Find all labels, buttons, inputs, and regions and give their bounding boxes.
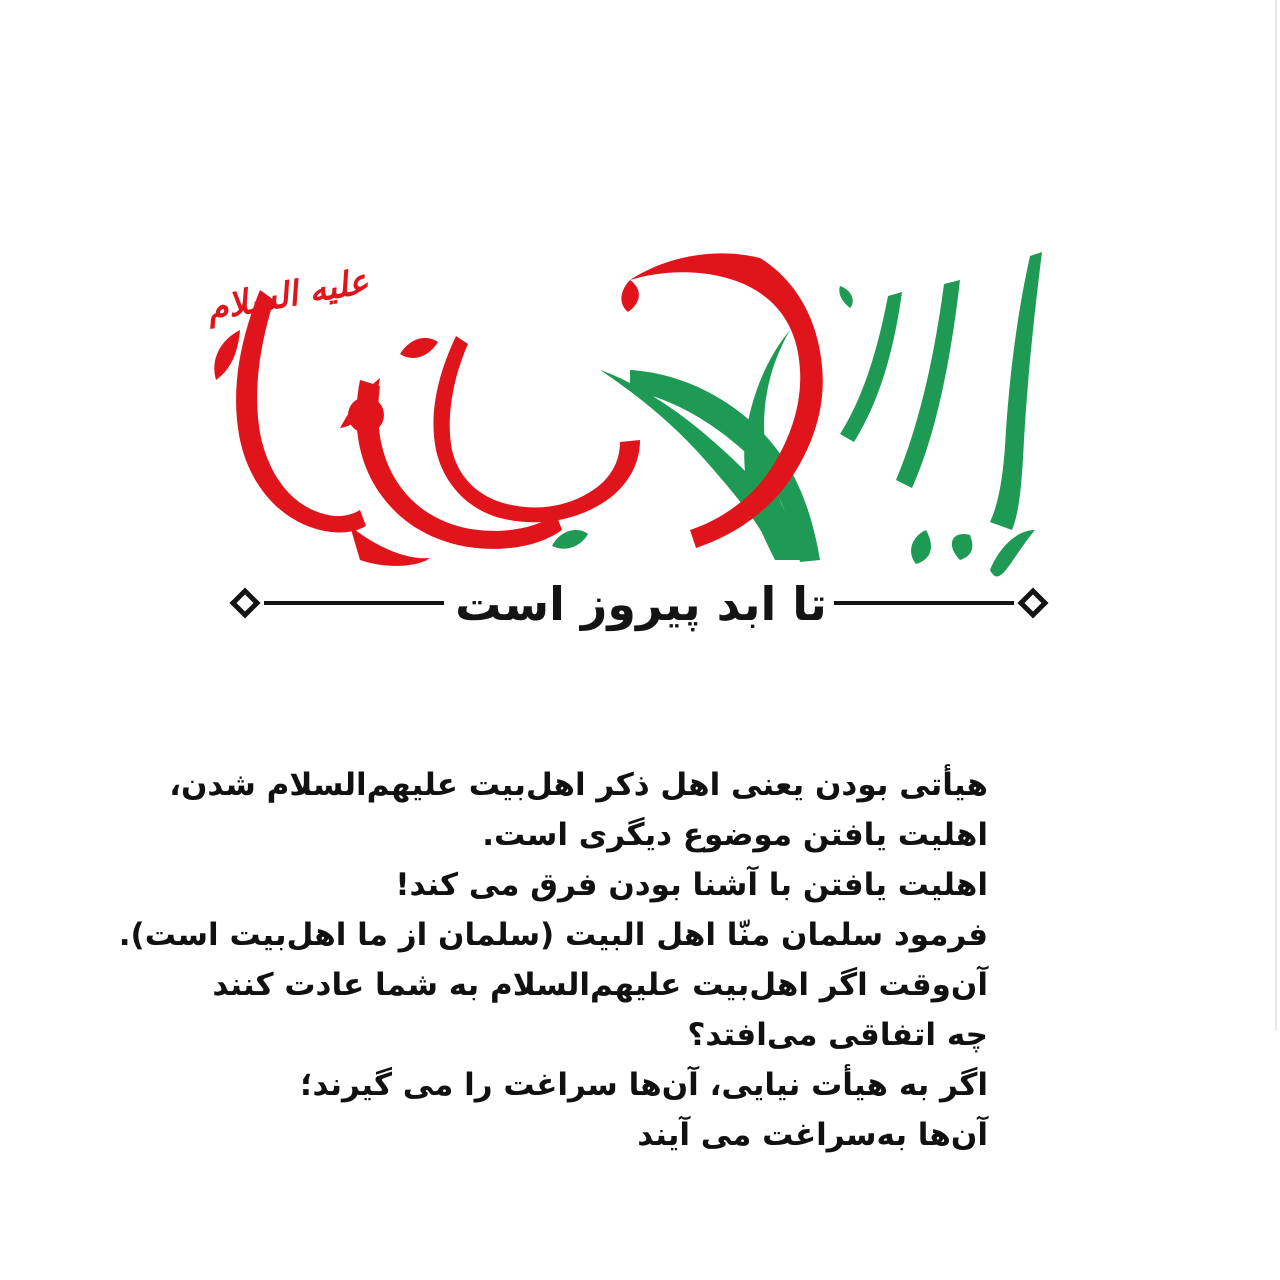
- edge-divider: [1275, 0, 1277, 1030]
- slogan-text: تا ابد پیروز است: [455, 577, 827, 631]
- left-diamond-icon: [229, 587, 260, 618]
- left-rule: [264, 601, 444, 605]
- body-line-7: اگر به هیأت نیایی، آن‌ها سراغت را می گیرند؛: [300, 1067, 988, 1103]
- body-line-2: اهلیت یافتن موضوع دیگری است.: [482, 817, 988, 853]
- body-line-3: اهلیت یافتن با آشنا بودن فرق می کند!: [395, 867, 988, 903]
- right-rule: [834, 601, 1014, 605]
- body-line-4: فرمود سلمان منّا اهل البیت (سلمان از ما اهل‌بیت است).: [118, 917, 988, 953]
- body-paragraph: [118, 760, 988, 1160]
- body-line-5: آن‌وقت اگر اهل‌بیت علیهم‌السلام به شما عادت کنند: [212, 967, 988, 1003]
- body-line-8: آن‌ها به‌سراغت می آیند: [637, 1117, 988, 1153]
- svg-text:علیه السلام: علیه السلام: [203, 261, 372, 330]
- slogan-row: [226, 572, 1056, 636]
- right-diamond-icon: [1017, 587, 1048, 618]
- body-line-1: هیأتی بودن یعنی اهل ذکر اهل‌بیت علیهم‌السلام شدن،: [169, 767, 988, 803]
- body-line-6: چه اتفاقی می‌افتد؟: [687, 1017, 988, 1053]
- honorific-script: [203, 261, 372, 329]
